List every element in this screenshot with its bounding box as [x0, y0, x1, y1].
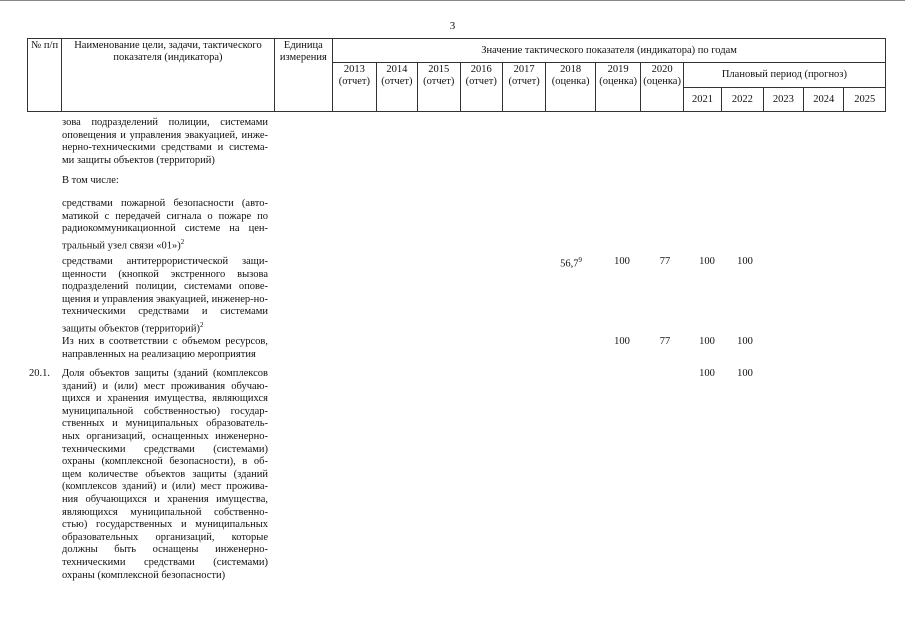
- header-plan-2022: 2022: [722, 88, 763, 112]
- header-unit: Единица измерения: [274, 39, 333, 112]
- header-name: Наименование цели, задачи, тактического показателя (индикатора): [62, 39, 274, 112]
- row-6-2021: 100: [699, 368, 715, 379]
- header-plan-2025: 2025: [844, 88, 886, 112]
- page-number: 3: [449, 20, 456, 32]
- row-5-2022: 100: [737, 336, 753, 347]
- header-year-2013: 2013 (отчет): [333, 63, 376, 112]
- row-4-text: средствами антитеррористической защи-щенности (кнопкой экстренного вызова подразделений полиции, системами опове-щения и управления эвакуацией, инженер-но-техническими средствами и системами защиты объектов (территорий)$^2$: [62, 256, 268, 335]
- row-3-text: средствами пожарной безопасности (авто-матикой с передачей сигнала о пожаре по радиокоммуникационной системе на цен-тральный узел связи «01»)$^2$: [62, 198, 268, 252]
- header-year-2016: 2016 (отчет): [460, 63, 502, 112]
- table-header: [27, 38, 886, 112]
- row-4-2021: 100: [699, 256, 715, 267]
- header-plan-2024: 2024: [804, 88, 844, 112]
- row-5-text: Из них в соответствии с объемом ресурсов, направленных на реализацию мероприятия: [62, 336, 268, 360]
- row-6-2022: 100: [737, 368, 753, 379]
- row-6-number: 20.1.: [29, 368, 50, 379]
- header-num: № п/п: [28, 39, 62, 112]
- row-4-2018: 56,7$^9$: [560, 256, 582, 270]
- top-border: [0, 0, 905, 1]
- header-year-2020: 2020 (оценка): [641, 63, 683, 112]
- row-5-2021: 100: [699, 336, 715, 347]
- header-year-2019: 2019 (оценка): [595, 63, 640, 112]
- row-2-text: В том числе:: [62, 175, 119, 186]
- row-4-2020: 77: [659, 256, 671, 267]
- row-1-text: зова подразделений полиции, системами оповещения и управления эвакуацией, инже-нерно-техническими средствами и система-ми защиты объектов (территорий): [62, 117, 268, 166]
- row-4-2019: 100: [614, 256, 630, 267]
- header-year-2018: 2018 (оценка): [546, 63, 596, 112]
- row-4-2022: 100: [737, 256, 753, 267]
- header-values: Значение тактического показателя (индикатора) по годам: [333, 39, 886, 63]
- header-plan-2023: 2023: [763, 88, 803, 112]
- header-year-2014: 2014 (отчет): [376, 63, 417, 112]
- row-6-text: Доля объектов защиты (зданий (комплексов зданий) и (или) мест проживания обучаю-щихся и хранения имущества, являющихся муниципальной собственностью) государ-ственных и муниципальных образователь-ных организаций, оснащенных инженерно-техническими средствами (системами) охраны (комплексной безопасности), в об-щем количестве объектов защиты (зданий (комплексов зданий) и (или) мест прожива-ния обучающихся и хранения имущества, являющихся муниципальной собственно-стью) государственных и муниципальных образовательных организаций, которые должны быть оснащены инженерно-техническими средствами (системами) охраны (комплексной безопасности): [62, 368, 268, 581]
- header-year-2017: 2017 (отчет): [502, 63, 545, 112]
- row-5-2020: 77: [659, 336, 671, 347]
- header-plan-period: Плановый период (прогноз): [683, 63, 885, 88]
- header-plan-2021: 2021: [683, 88, 721, 112]
- row-5-2019: 100: [614, 336, 630, 347]
- header-year-2015: 2015 (отчет): [418, 63, 460, 112]
